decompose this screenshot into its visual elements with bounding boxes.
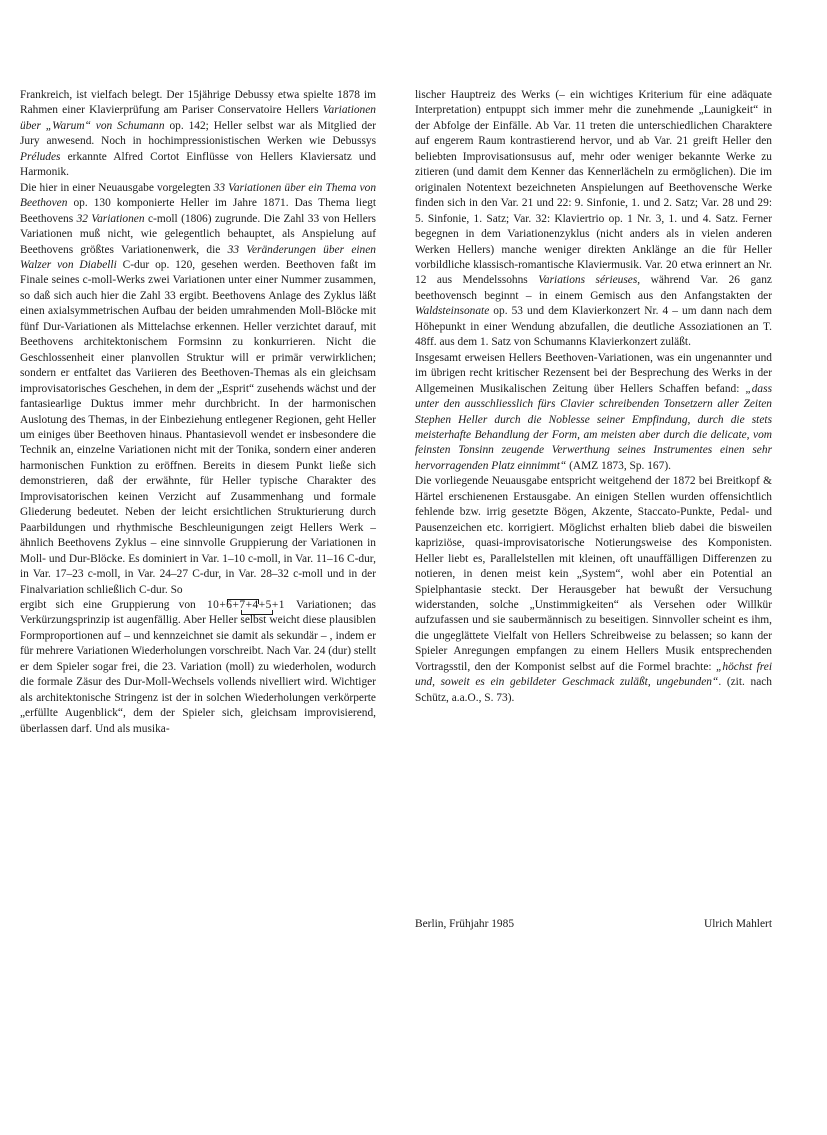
text-run: Die hier in einer Neuausgabe vorgelegten: [20, 181, 214, 194]
text-run: erkannte Alfred Cortot Einflüsse von Hellers Klaviersatz und Harmonik.: [20, 150, 376, 179]
text-run: op. 142; Heller selbst war als Mitglied der Jury anwesend. Noch in hochimpressionistischen Werken wie Debussys: [20, 119, 376, 148]
work-title: Variations sérieuses: [538, 274, 638, 287]
formula-bracket-bottom: [241, 610, 273, 615]
work-title: 33 Variationen über ein Thema von Beethoven: [20, 181, 377, 210]
text-run: op. 130 komponierte Heller im Jahre 1871. Das Thema liegt Beethovens: [20, 197, 376, 225]
paragraph-review-quote: [415, 351, 772, 475]
paragraph-debussy: [20, 88, 376, 181]
formula-line: [20, 598, 376, 737]
text-run: . (zit. nach Schütz, a.a.O., S. 73).: [415, 676, 773, 704]
formula-bracket-top: [227, 599, 259, 604]
text-run: Die vorliegende Neuausgabe entspricht weitgehend der 1872 bei Breitkopf & Härtel erschienenen Erstausgabe. An einigen Stellen wurden offensichtlich fehlende bzw. irrig gesetzte Bögen, Akzente, Staccato-Punkte, Pedal- und Pausenzeichen etc. korrigiert. Möglichst erhalten blieb dabei die bisweilen kapriziöse, quasi-improvisatorische Notierungsweise des Komponisten. Heller liebt es, Parallelstellen mit kleinen, oft unauffälligen Differenzen zu notieren, in denen meist kein „System“, wohl aber ein Potential an Spielphantasie steckt. Der Herausgeber hat bewußt der Versuchung widerstanden, solche „Unstimmigkeiten“ als Versehen oder Willkür aufzufassen und sie saubermännisch zu beseitigen. Sinnvoller scheint es ihm, die ungeglättete Vielfalt von Hellers Schreibweise zu belassen; so kann der Spieler Anregungen empfangen zu einem Hellers Musik entsprechenden Vortragsstil, den der Komponist selbst auf die Formel brachte:: [415, 475, 772, 673]
text-run: c-moll (1806) zugrunde. Die Zahl 33 von Hellers Variationen muß nicht, wie gelegentlich behauptet, als Anspielung auf Beethovens größtes Variationenwerk, die: [20, 212, 376, 256]
author-name: Ulrich Mahlert: [703, 918, 772, 930]
left-text-column: [20, 88, 376, 737]
work-title: Préludes: [20, 150, 61, 163]
grouping-formula: [205, 598, 287, 613]
work-title: 32 Variationen: [76, 212, 145, 225]
text-run: (AMZ 1873, Sp. 167).: [566, 459, 671, 472]
text-run: C-dur op. 120, gesehen werden. Beethoven faßt im Finale seines c-moll-Werks zwei Variationen unter einer Nummer zusammen, so daß sich auch hier die Zahl 33 ergibt. Beethovens Anlage des Zyklus läßt einen axialsymmetrischen Aufbau der beiden umrahmenden Moll-Blöcke mit fünf Dur-Variationen als Mittelachse erkennen. Heller verzichtet darauf, mit Beethovens architektonischem Formsinn zu konkurrieren. Nicht die Geschlossenheit einer planvollen Struktur will er primär verwirklichen; sondern er entfaltet das Variieren des Beethoven-Themas als ein gleichsam improvisatorisches Geschehen, in dem der „Esprit“ zusehends wächst und der fantasiearlige Duktus immer mehr durchbricht. In der harmonischen Auslotung des Themas, in der Einbeziehung entlegener Regionen, geht Heller um einiges über Beethoven hinaus. Phantasievoll wendet er insbesondere die Technik an, einzelne Variationen nicht mit der Tonika, sondern einer anderen harmonischen Funktion zu eröffnen. Bereits in diesem Punkt ließe sich demonstrieren, daß der erwähnte, für Heller typische Charakter des Improvisatorischen keinen Verzicht auf Zusammenhang und formale Gliederung bedeutet. Neben der leicht ersichtlichen Strukturierung durch Paarbildungen und rhythmische Beschleunigungen zeigt Hellers Werk – ähnlich Beethovens Zyklus – eine sinnvolle Gruppierung der Variationen in Moll- und Dur-Blöcke. Es dominiert in Var. 1–10 c-moll, in Var. 11–16 C-dur, in Var. 17–23 c-moll, in Var. 24–27 C-dur, in Var. 28–32 c-moll und in der Finalvariation schließlich C-dur. So: [20, 258, 376, 596]
paragraph-edition: [415, 474, 772, 706]
work-title: Waldsteinsonate: [415, 305, 490, 318]
signature-line: [415, 918, 772, 930]
text-run: Frankreich, ist vielfach belegt. Der 15jährige Debussy etwa spielte 1878 im Rahmen einer Klavierprüfung am Pariser Conservatoire Hellers: [20, 89, 376, 117]
text-run: lischer Hauptreiz des Werks (– ein wichtiges Kriterium für eine adäquate Interpretation) entpuppt sich immer mehr die zunehmende „Launigkeit“ in der Abfolge der Einfälle. Ab Var. 11 treten die unterschiedlichen Charaktere auf engerem Raum kontrastierend hervor, und ab Var. 21 greift Heller den beliebten Improvisationsusus auf, mehr oder weniger bekannte Werke zu zitieren (und damit dem Kenner das Kennerlächeln zu ermöglichen). Die im originalen Notentext bezeichneten Anspielungen auf Beethovensche Werke finden sich in den Var. 21 und 22: 9. Sinfonie, 1. und 2. Satz; Var. 28 und 29: 5. Sinfonie, 1. Satz; Var. 32: Klaviertrio op. 1 Nr. 3, 1. und 4. Satz. Ferner begegnen in dem Variationenzyklus (nicht anders als in vielen anderen Werken Hellers) manche weniger direkten Anklänge an die für Heller vorbildliche klassisch-romantische Klaviermusik. Var. 20 etwa erinnert an Nr. 12 aus Mendelssohns: [415, 89, 772, 287]
text-run: ergibt sich eine Gruppierung von: [20, 598, 205, 611]
paragraph-variations: [20, 181, 376, 737]
text-run: op. 53 und dem Klavierkonzert Nr. 4 – um dann nach dem Höhepunkt in einer Wendung abzufallen, die deutliche Assoziationen an T. 48ff. aus dem 1. Satz von Schumanns Klavierkonzert zuläßt.: [415, 305, 772, 349]
quotation: „dass unter den ausschliesslich fürs Clavier schreibenden Tonsetzern aller Zeiten Stephen Heller durch die Noblesse seiner Empfindung, durch die stets meisterhafte Behandlung der Form, am meisten aber durch die delicate, vom feinsten Tonsinn zeugende Verwerthung seines Instrumentes einen sehr hervorragenden Platz einnimmt“: [415, 382, 772, 472]
right-text-column: [415, 88, 772, 706]
text-run: Variationen; das Verkürzungsprinzip ist augenfällig. Aber Heller selbst weicht diese plausiblen Formproportionen auf – und kennzeichnet sie damit als sekundär – , indem er für mehrere Variationen Wiederholungen vorschreibt. Nach Var. 24 (dur) stellt er dem Spieler sogar frei, die 23. Variation (moll) zu wiederholen, wodurch die formale Zäsur des Dur-Moll-Wechsels vollends nivelliert wird. Wichtiger als architektonische Stringenz ist der in solchen Wiederholungen verkörperte „erfüllte Augenblick“, dem der Spieler sich, gleichsam improvisierend, überlassen darf. Und als musika-: [20, 598, 377, 735]
text-run: , während Var. 26 ganz beethovensch beginnt – in einem Gemisch aus den Anfangstakten der: [415, 274, 772, 302]
work-title: Variationen über „Warum“ von Schumann: [20, 104, 376, 132]
formula-text: 10+6+7+4+5+1: [206, 598, 285, 611]
work-title: 33 Veränderungen über einen Walzer von Diabelli: [20, 243, 376, 271]
text-run: Insgesamt erweisen Hellers Beethoven-Variationen, was ein ungenannter und im übrigen recht kritischer Rezensent bei der Besprechung des Werks in der Allgemeinen Musikalischen Zeitung über Hellers Schaffen befand:: [415, 351, 772, 395]
quotation: „höchst frei und, soweit es ein gebildeter Geschmack zuläßt, ungebunden“: [415, 660, 772, 689]
place-date: Berlin, Frühjahr 1985: [415, 918, 515, 930]
paragraph-launigkeit: [415, 88, 772, 351]
